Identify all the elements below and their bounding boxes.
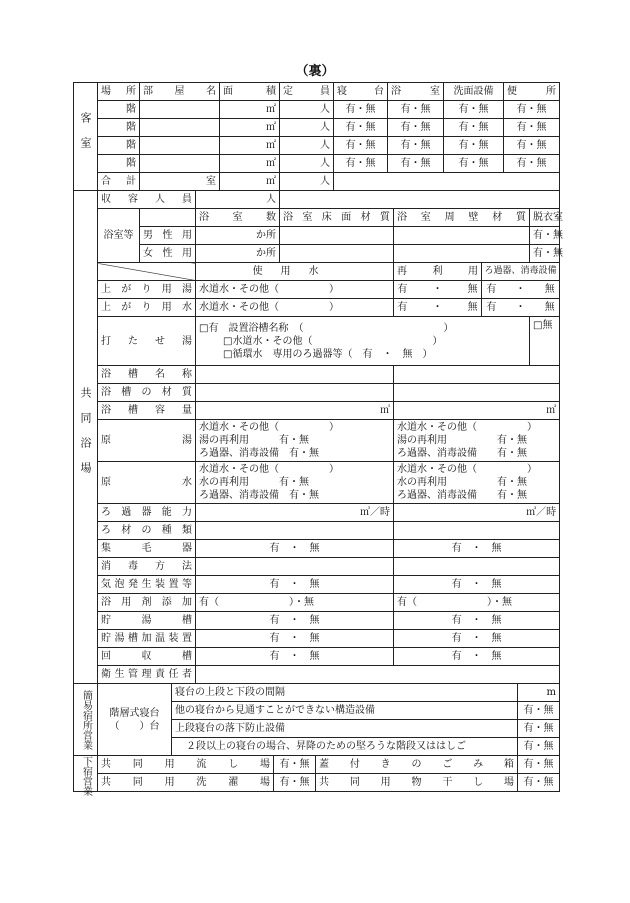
- additive-option-1[interactable]: 有（ ）・無: [196, 594, 394, 612]
- source-hot-type-1[interactable]: 水道水・その他（ ）: [199, 422, 339, 433]
- washbasin-option[interactable]: 有・無: [444, 101, 504, 119]
- total-label: 合計: [98, 173, 140, 191]
- hot-tank-label: 貯湯槽: [98, 612, 196, 630]
- laundry-option[interactable]: 有・無: [274, 774, 316, 792]
- bunk-gap-label: 寝台の上段と下段の間隔: [172, 684, 518, 702]
- toilet-option[interactable]: 有・無: [504, 119, 560, 137]
- hair-catcher-label: 集毛器: [98, 540, 196, 558]
- guest-room-row: [74, 155, 560, 173]
- bed-option[interactable]: 有・無: [334, 101, 388, 119]
- hot-tank-option-1[interactable]: 有 ・ 無: [196, 612, 394, 630]
- capacity-field[interactable]: 人: [196, 191, 280, 209]
- simple-lodging-section-label: 簡易宿所営業: [74, 684, 98, 756]
- tub-volume-label: 浴槽容量: [98, 402, 196, 420]
- page-title: （裏）: [295, 64, 335, 79]
- rinse-water-row: [74, 299, 560, 317]
- source-hot-reuse-2[interactable]: 湯の再利用 有・無: [397, 435, 527, 446]
- female-bath-row: [74, 245, 560, 263]
- collect-tank-option-2[interactable]: 有 ・ 無: [394, 648, 560, 666]
- source-water-filter-1[interactable]: ろ過器、消毒設備 有・無: [199, 490, 319, 501]
- capacity-field[interactable]: 人: [280, 155, 334, 173]
- utase-none-option[interactable]: □無: [530, 317, 560, 366]
- disinfect-field-2[interactable]: [394, 558, 560, 576]
- rinse-hot-label: 上がり用湯: [98, 281, 196, 299]
- filter-capacity-label: ろ過器能力: [98, 504, 196, 522]
- guest-room-row: [74, 101, 560, 119]
- source-hot-type-2[interactable]: 水道水・その他（ ）: [397, 422, 537, 433]
- col-header-room-name: 部屋名: [140, 83, 220, 101]
- tank-heater-label: 貯湯槽加温装置: [98, 630, 196, 648]
- garbage-label: 蓋付きのごみ箱: [316, 756, 518, 774]
- source-hot-filter-2[interactable]: ろ過器、消毒設備 有・無: [397, 448, 527, 459]
- washbasin-option[interactable]: 有・無: [444, 155, 504, 173]
- area-field[interactable]: ㎡: [220, 119, 280, 137]
- tub-volume-field-1[interactable]: ㎥: [196, 402, 394, 420]
- bunk-fall-option[interactable]: 有・無: [518, 720, 560, 738]
- toilet-option[interactable]: 有・無: [504, 137, 560, 155]
- floor-field[interactable]: 階: [98, 137, 140, 155]
- utase-line-2[interactable]: □水道水・その他（ ）: [223, 335, 443, 347]
- room-name-field[interactable]: [140, 101, 220, 119]
- floor-field[interactable]: 階: [98, 101, 140, 119]
- female-label: 女性用: [140, 245, 196, 263]
- utase-line-3[interactable]: □循環水 専用のろ過器等（ 有 ・ 無 ）: [223, 348, 433, 360]
- source-hot-block-1[interactable]: [196, 420, 394, 462]
- guest-room-total-row: [74, 173, 560, 191]
- tub-material-field-2[interactable]: [394, 384, 560, 402]
- male-changing-option[interactable]: 有・無: [530, 227, 560, 245]
- bunk-gap-field[interactable]: m: [518, 684, 560, 702]
- rinse-hot-filter-option[interactable]: 有 ・ 無: [482, 281, 560, 299]
- toilet-option[interactable]: 有・無: [504, 155, 560, 173]
- tank-heater-option-1[interactable]: 有 ・ 無: [196, 630, 394, 648]
- tub-material-label: 浴槽の材質: [98, 384, 196, 402]
- laundry-label: 共同用洗濯場: [98, 774, 274, 792]
- source-water-row: [74, 462, 560, 504]
- col-header-area: 面積: [220, 83, 280, 101]
- hair-catcher-option-2[interactable]: 有 ・ 無: [394, 540, 560, 558]
- col-header-wall-material: 浴室周壁材質: [394, 209, 530, 227]
- col-header-bathroom-count: 浴室数: [196, 209, 280, 227]
- capacity-field[interactable]: 人: [280, 119, 334, 137]
- collect-tank-label: 回収槽: [98, 648, 196, 666]
- male-bath-row: [74, 227, 560, 245]
- washbasin-option[interactable]: 有・無: [444, 119, 504, 137]
- filter-capacity-field-1[interactable]: ㎥／時: [196, 504, 394, 522]
- guest-room-row: [74, 119, 560, 137]
- hot-tank-option-2[interactable]: 有 ・ 無: [394, 612, 560, 630]
- col-header-capacity: 定員: [280, 83, 334, 101]
- guest-room-section-label: 客室: [74, 83, 98, 191]
- rinse-water-source[interactable]: 水道水・その他（ ）: [196, 299, 394, 317]
- bed-option[interactable]: 有・無: [334, 119, 388, 137]
- bubble-option-2[interactable]: 有 ・ 無: [394, 576, 560, 594]
- bunk-bed-count-field[interactable]: （ ）台: [109, 720, 160, 732]
- tub-material-field-1[interactable]: [196, 384, 394, 402]
- total-blank: [334, 173, 560, 191]
- utase-options[interactable]: [196, 317, 530, 366]
- room-name-field[interactable]: [140, 119, 220, 137]
- bathroom-option[interactable]: 有・無: [388, 119, 444, 137]
- female-count-field[interactable]: か所: [196, 245, 280, 263]
- kitchen-label: 共同用流し場: [98, 756, 274, 774]
- bunk-ladder-option[interactable]: 有・無: [518, 738, 560, 756]
- tub-name-field-1[interactable]: [196, 366, 394, 384]
- male-floor-field[interactable]: [280, 227, 394, 245]
- col-header-location: 場所: [98, 83, 140, 101]
- tub-name-field-2[interactable]: [394, 366, 560, 384]
- bunk-ladder-label: ２段以上の寝台の場合、昇降のための堅ろうな階段又ははしご: [172, 738, 518, 756]
- utase-line-1[interactable]: □有 設置浴槽名称 （ ）: [199, 322, 454, 334]
- bubble-label: 気泡発生装置等: [98, 576, 196, 594]
- rinse-hot-source[interactable]: 水道水・その他（ ）: [196, 281, 394, 299]
- disinfect-label: 消毒方法: [98, 558, 196, 576]
- guest-room-table: [73, 82, 560, 191]
- total-rooms-field[interactable]: 室: [140, 173, 220, 191]
- collect-tank-option-1[interactable]: 有 ・ 無: [196, 648, 394, 666]
- source-hot-reuse-1[interactable]: 湯の再利用 有・無: [199, 435, 309, 446]
- shared-bath-section-label: 共同浴場: [74, 191, 98, 684]
- tub-name-label: 浴槽名称: [98, 366, 196, 384]
- floor-field[interactable]: 階: [98, 155, 140, 173]
- drying-option[interactable]: 有・無: [518, 774, 560, 792]
- room-name-field[interactable]: [140, 155, 220, 173]
- source-water-filter-2[interactable]: ろ過器、消毒設備 有・無: [397, 490, 527, 501]
- male-label: 男性用: [140, 227, 196, 245]
- washbasin-option[interactable]: 有・無: [444, 137, 504, 155]
- total-capacity-field[interactable]: 人: [280, 173, 334, 191]
- source-water-reuse-1[interactable]: 水の再利用 有・無: [199, 477, 309, 488]
- source-water-block-2[interactable]: [394, 462, 560, 504]
- manager-label: 衛生管理責任者: [98, 666, 196, 684]
- bathroom-option[interactable]: 有・無: [388, 137, 444, 155]
- female-floor-field[interactable]: [280, 245, 394, 263]
- guest-room-row: [74, 137, 560, 155]
- total-area-field[interactable]: ㎡: [220, 173, 280, 191]
- filter-media-field-1[interactable]: [196, 522, 394, 540]
- col-header-bathroom: 浴室: [388, 83, 444, 101]
- additive-option-2[interactable]: 有（ ）・無: [394, 594, 560, 612]
- tank-heater-option-2[interactable]: 有 ・ 無: [394, 630, 560, 648]
- room-name-field[interactable]: [140, 137, 220, 155]
- capacity-field[interactable]: 人: [280, 101, 334, 119]
- capacity-blank: [280, 191, 560, 209]
- male-wall-field[interactable]: [394, 227, 530, 245]
- capacity-field[interactable]: 人: [280, 137, 334, 155]
- diagonal-blank: [98, 263, 196, 281]
- col-header-filter: ろ過器、消毒設備: [482, 263, 560, 281]
- male-count-field[interactable]: か所: [196, 227, 280, 245]
- rinse-water-reuse-option[interactable]: 有 ・ 無: [394, 299, 482, 317]
- col-header-changing-room: 脱衣室: [530, 209, 560, 227]
- bathroom-option[interactable]: 有・無: [388, 155, 444, 173]
- rinse-hot-reuse-option[interactable]: 有 ・ 無: [394, 281, 482, 299]
- col-header-toilet: 便所: [504, 83, 560, 101]
- capacity-label: 収容人員: [98, 191, 196, 209]
- source-water-reuse-2[interactable]: 水の再利用 有・無: [397, 477, 527, 488]
- col-header-bed: 寝台: [334, 83, 388, 101]
- bathroom-option[interactable]: 有・無: [388, 101, 444, 119]
- col-header-washbasin: 洗面設備: [444, 83, 504, 101]
- col-header-reuse: 再利用: [394, 263, 482, 281]
- bed-option[interactable]: 有・無: [334, 137, 388, 155]
- boarding-house-section-label: 下宿営業: [74, 756, 98, 792]
- source-hot-filter-1[interactable]: ろ過器、消毒設備 有・無: [199, 448, 319, 459]
- toilet-option[interactable]: 有・無: [504, 101, 560, 119]
- bunk-bed-label: [98, 684, 172, 756]
- hair-catcher-option-1[interactable]: 有 ・ 無: [196, 540, 394, 558]
- col-header-floor-material: 浴室床面材質: [280, 209, 394, 227]
- garbage-option[interactable]: 有・無: [518, 756, 560, 774]
- source-water-type-2[interactable]: 水道水・その他（ ）: [397, 464, 537, 475]
- source-hot-label: 原湯: [98, 420, 196, 462]
- additive-label: 浴用剤添加: [98, 594, 196, 612]
- area-field[interactable]: ㎡: [220, 155, 280, 173]
- source-hot-row: [74, 420, 560, 462]
- rinse-water-filter-option[interactable]: 有 ・ 無: [482, 299, 560, 317]
- area-field[interactable]: ㎡: [220, 137, 280, 155]
- floor-field[interactable]: 階: [98, 119, 140, 137]
- source-hot-block-2[interactable]: [394, 420, 560, 462]
- bunk-fall-label: 上段寝台の落下防止設備: [172, 720, 518, 738]
- kitchen-option[interactable]: 有・無: [274, 756, 316, 774]
- boarding-house-table: [73, 755, 560, 796]
- simple-lodging-table: [73, 683, 560, 756]
- filter-media-label: ろ材の種類: [98, 522, 196, 540]
- shared-bath-table: [73, 190, 563, 684]
- utase-label: 打たせ湯: [98, 317, 196, 366]
- col-header-water-used: 使用水: [196, 263, 394, 281]
- source-water-type-1[interactable]: 水道水・その他（ ）: [199, 464, 339, 475]
- manager-field[interactable]: [196, 666, 560, 684]
- source-water-label: 原水: [98, 462, 196, 504]
- bunk-structure-option[interactable]: 有・無: [518, 702, 560, 720]
- source-water-block-1[interactable]: [196, 462, 394, 504]
- tub-volume-field-2[interactable]: ㎥: [394, 402, 560, 420]
- bunk-structure-label: 他の寝台から見通すことができない構造設備: [172, 702, 518, 720]
- female-wall-field[interactable]: [394, 245, 530, 263]
- bathroom-header-blank: [140, 209, 196, 227]
- utase-row: [74, 317, 560, 366]
- inspection-form: [73, 82, 563, 796]
- drying-label: 共同用物干し場: [316, 774, 518, 792]
- area-field[interactable]: ㎡: [220, 101, 280, 119]
- bunk-bed-label-text: 階層式寝台: [109, 707, 160, 719]
- rinse-hot-row: [74, 281, 560, 299]
- rinse-water-label: 上がり用水: [98, 299, 196, 317]
- filter-media-field-2[interactable]: [394, 522, 560, 540]
- bathroom-label: 浴室等: [98, 209, 140, 263]
- disinfect-field-1[interactable]: [196, 558, 394, 576]
- filter-capacity-field-2[interactable]: ㎥／時: [394, 504, 560, 522]
- female-changing-option[interactable]: 有・無: [530, 245, 560, 263]
- bed-option[interactable]: 有・無: [334, 155, 388, 173]
- bubble-option-1[interactable]: 有 ・ 無: [196, 576, 394, 594]
